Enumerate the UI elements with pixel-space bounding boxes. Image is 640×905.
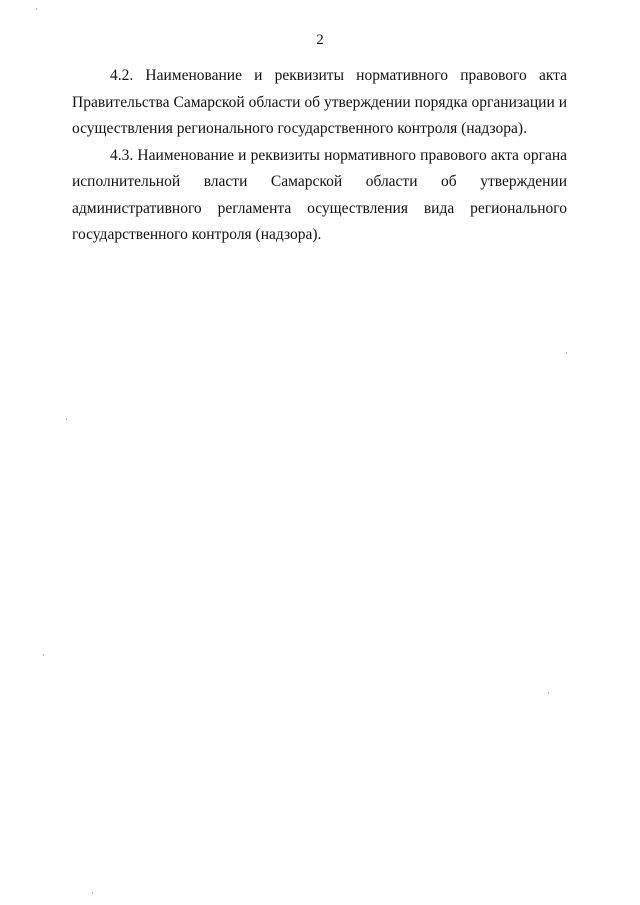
paragraph-line: исполнительной власти Самарской области об утверждении: [72, 173, 567, 190]
scan-speck: [92, 892, 93, 894]
paragraph-line: 4.2. Наименование и реквизиты нормативного правового акта: [110, 67, 567, 84]
scan-speck: [66, 418, 67, 420]
scan-speck: [548, 692, 549, 694]
paragraph-line: осуществления регионального государственного контроля (надзора).: [72, 120, 527, 137]
paragraph-4-3: [72, 143, 567, 249]
scan-speck: [43, 654, 44, 656]
paragraph-4-2: [72, 63, 567, 143]
paragraph-line: государственного контроля (надзора).: [72, 226, 322, 243]
page-number: 2: [316, 32, 324, 48]
scan-speck: [566, 352, 567, 354]
paragraph-line: Правительства Самарской области об утверждении порядка организации и: [72, 93, 567, 111]
document-body: [72, 63, 567, 249]
scan-speck: [36, 8, 37, 10]
paragraph-line: 4.3. Наименование и реквизиты нормативного правового акта органа: [110, 146, 567, 164]
paragraph-line: административного регламента осуществления вида регионального: [72, 199, 567, 217]
